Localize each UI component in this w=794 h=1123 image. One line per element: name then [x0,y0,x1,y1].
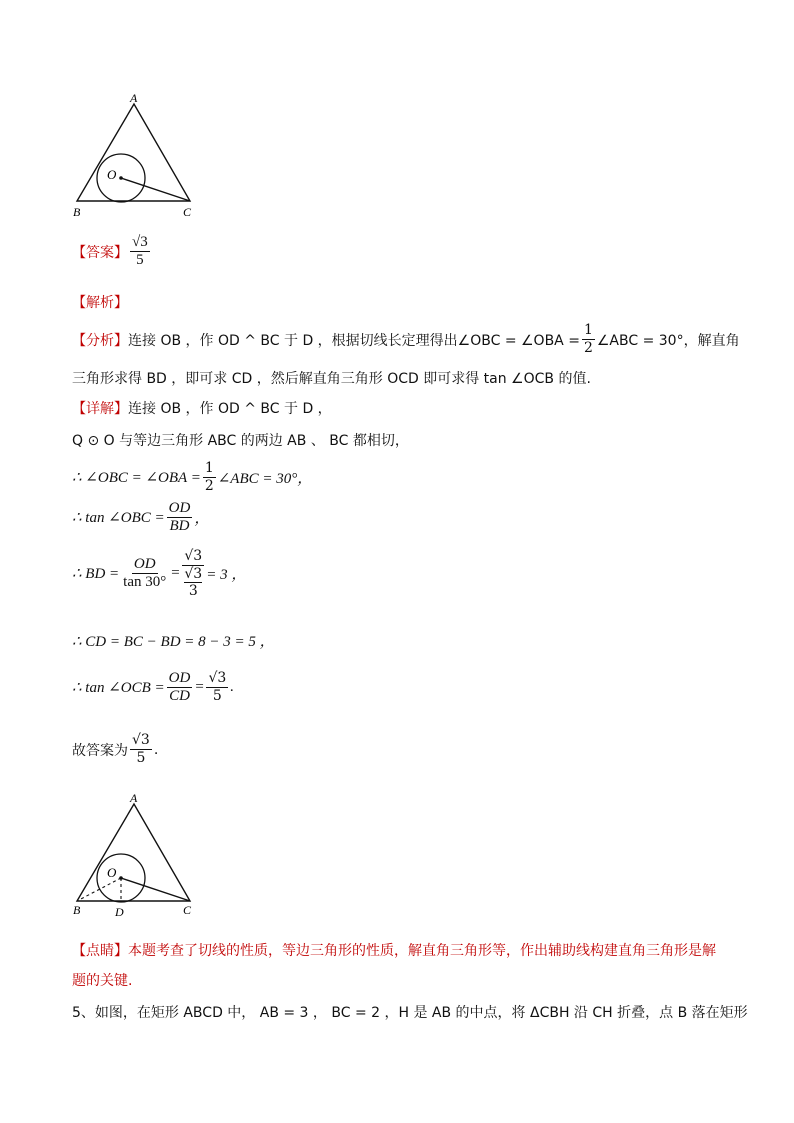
analysis-half-den: 2 [583,340,593,356]
step2-fraction [167,500,193,535]
step1-den: 2 [204,478,214,494]
comment-line-1 [72,940,716,960]
detail-step-2 [72,500,209,535]
analysis-line-1 [72,322,740,357]
step2-num: OD [168,500,191,516]
label2-B: B [73,903,81,917]
analysis-line-2: 三角形求得 BD ，即可求 CD ，然后解直角三角形 OCD 即可求得 tan ∠OCB 的值. [72,371,591,387]
step2-suffix: ， [194,511,210,527]
step5-num: OD [168,670,191,686]
conclusion-text: 故答案为 [72,742,128,759]
label2-A: A [130,792,138,805]
comment-text-1: 本题考查了切线的性质，等边三角形的性质，解直角三角形等，作出辅助线构建直角三角形是解 [128,943,716,959]
answer-denominator: 5 [136,252,144,268]
conclusion-den: 5 [136,750,146,766]
detail-step-5 [72,670,234,705]
conclusion-suffix: . [153,741,159,758]
analysis-half [582,322,595,357]
step1-prefix: ∴ ∠OBC = ∠OBA = [72,470,201,486]
comment-line-2: 题的关键. [72,973,133,989]
step3-suffix: = 3 ， [206,567,247,583]
step3-mid: = [170,565,181,581]
figure-triangle-incircle [68,92,208,224]
detail-text-0: 连接 OB ，作 OD ^ BC 于 D ， [128,401,332,417]
step3-inner-den-num: √3 [184,566,203,582]
analysis-text-b: ∠ABC = 30°，解直角 [596,332,740,349]
label-B: B [73,205,81,219]
step5-mid: = [194,679,205,695]
analysis-text-a: 连接 OB ，作 OD ^ BC 于 D ，根据切线长定理得出∠OBC = ∠OBA = [128,332,580,349]
step3-inner-den-den: 3 [188,583,198,599]
conclusion-num: √3 [132,732,150,748]
detail-tag: 【详解】 [72,401,128,417]
label2-D: D [115,905,124,919]
step5-value-den: 5 [212,688,222,704]
step1-fraction [203,460,216,495]
analysis-tag: 【分析】 [72,332,128,349]
answer-tag: 【答案】 [72,244,128,261]
conclusion-line [72,732,158,767]
analysis-half-num: 1 [583,322,593,338]
answer-line [72,234,152,269]
label-O: O [107,167,117,182]
step3-num: OD [133,556,156,572]
step3-den: tan 30° [123,574,167,590]
detail-step-1 [72,460,312,495]
step1-num: 1 [204,460,214,476]
step5-den: CD [169,688,190,704]
step5-value [206,670,228,705]
label2-C: C [183,903,192,917]
conclusion-fraction [130,732,152,767]
answer-numerator: √3 [132,234,148,250]
step3-inner-num: √3 [184,548,203,564]
comment-tag: 【点睛】 [72,943,128,959]
detail-line-1: Q ⊙ O 与等边三角形 ABC 的两边 AB 、 BC 都相切， [72,433,409,449]
step5-suffix: . [230,679,235,695]
step5-prefix: ∴ tan ∠OCB = [72,680,165,696]
step3-inner-den [182,566,204,599]
label-C: C [183,205,192,219]
detail-step-4: ∴ CD = BC − BD = 8 − 3 = 5 ， [72,634,275,650]
step2-prefix: ∴ tan ∠OBC = [72,510,165,526]
step1-suffix: ∠ABC = 30°， [217,471,313,487]
detail-line-0 [72,398,332,418]
detail-step-3 [72,548,246,599]
step2-den: BD [169,518,190,534]
label2-O: O [107,865,117,880]
figure-triangle-construction [68,792,208,922]
next-problem-text: 5、如图，在矩形 ABCD 中， AB = 3 ， BC = 2 ，H 是 AB 的中点，将 ΔCBH 沿 CH 折叠，点 B 落在矩形 [72,1005,748,1021]
answer-fraction [130,234,150,269]
jiexi-tag: 【解析】 [72,295,128,311]
step3-compound-fraction [182,548,204,599]
step5-value-num: √3 [208,670,227,686]
step3-prefix: ∴ BD = [72,566,120,582]
step3-fraction [121,556,168,591]
step5-fraction [167,670,193,705]
label-A: A [130,92,138,105]
